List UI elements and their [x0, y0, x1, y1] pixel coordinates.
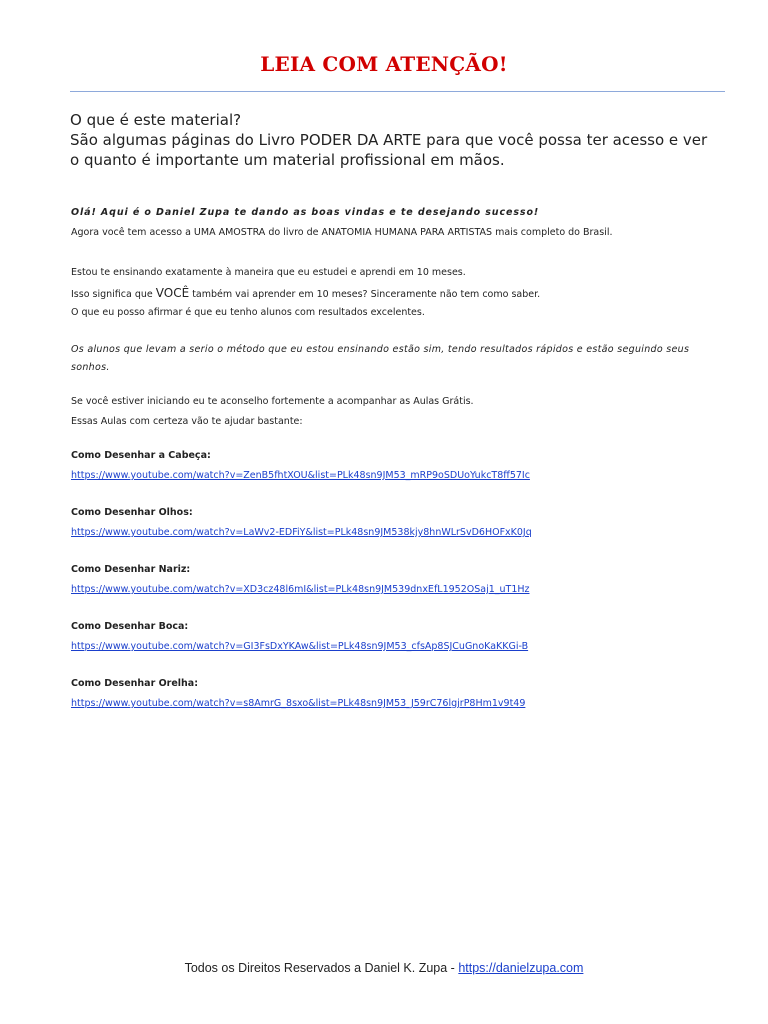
- lesson-item: [71, 503, 731, 543]
- means-text: [71, 283, 731, 303]
- lesson-heading: Como Desenhar Orelha:: [71, 678, 199, 689]
- intro-block: [70, 110, 730, 170]
- students-text-1: Os alunos que levam a serio o método que eu estou ensinando estão sim, tendo resultados rápidos e estão seguindo seus: [71, 344, 690, 355]
- page-footer: [0, 961, 768, 975]
- lesson-heading: Como Desenhar Olhos:: [71, 507, 193, 518]
- affirm-text: O que eu posso afirmar é que eu tenho alunos com resultados excelentes.: [71, 307, 425, 318]
- lesson-item: [71, 674, 731, 714]
- advice-text: Se você estiver iniciando eu te aconselho fortemente a acompanhar as Aulas Grátis.: [71, 396, 474, 407]
- intro-question: O que é este material?: [70, 111, 242, 129]
- title-divider: [70, 91, 725, 92]
- lesson-link[interactable]: https://www.youtube.com/watch?v=GI3FsDxYKAw&list=PLk48sn9JM53_cfsAp8SJCuGnoKaKKGi-B: [71, 641, 529, 652]
- lesson-heading: Como Desenhar a Cabeça:: [71, 450, 211, 461]
- means-after: também vai aprender em 10 meses? Sinceramente não tem como saber.: [189, 289, 541, 300]
- site-link[interactable]: https://danielzupa.com: [458, 961, 584, 975]
- intro-line-2: São algumas páginas do Livro PODER DA ARTE para que você possa ter acesso e ver: [70, 131, 708, 149]
- access-text: Agora você tem acesso a UMA AMOSTRA do livro de ANATOMIA HUMANA PARA ARTISTAS mais completo do Brasil.: [71, 227, 613, 238]
- students-text-2: sonhos.: [71, 362, 110, 373]
- lesson-link[interactable]: https://www.youtube.com/watch?v=s8AmrG_8sxo&list=PLk48sn9JM53_J59rC76lgjrP8Hm1v9t49: [71, 698, 526, 709]
- lesson-list: [71, 446, 731, 714]
- lesson-item: [71, 446, 731, 486]
- intro-line-3: o quanto é importante um material profissional em mãos.: [70, 151, 505, 169]
- lesson-item: [71, 560, 731, 600]
- body-text: [71, 203, 731, 714]
- help-text: Essas Aulas com certeza vão te ajudar bastante:: [71, 416, 303, 427]
- lesson-link[interactable]: https://www.youtube.com/watch?v=LaWv2-EDFiY&list=PLk48sn9JM538kjy8hnWLrSvD6HOFxK0Jq: [71, 527, 532, 538]
- lesson-item: [71, 617, 731, 657]
- teaching-text: Estou te ensinando exatamente à maneira que eu estudei e aprendi em 10 meses.: [71, 267, 466, 278]
- lesson-link[interactable]: https://www.youtube.com/watch?v=XD3cz48l6mI&list=PLk48sn9JM539dnxEfL1952OSaj1_uT1Hz: [71, 584, 530, 595]
- means-before: Isso significa que: [71, 289, 156, 300]
- page-title: LEIA COM ATENÇÃO!: [260, 52, 508, 76]
- lesson-link[interactable]: https://www.youtube.com/watch?v=ZenB5fhtXOU&list=PLk48sn9JM53_mRP9oSDUoYukcT8ff57Ic: [71, 470, 530, 481]
- lesson-heading: Como Desenhar Boca:: [71, 621, 189, 632]
- voce-emphasis: VOCÊ: [155, 286, 190, 300]
- lesson-heading: Como Desenhar Nariz:: [71, 564, 191, 575]
- copyright-text: Todos os Direitos Reservados a Daniel K. Zupa -: [184, 961, 459, 975]
- greeting: Olá! Aqui é o Daniel Zupa te dando as boas vindas e te desejando sucesso!: [71, 207, 540, 218]
